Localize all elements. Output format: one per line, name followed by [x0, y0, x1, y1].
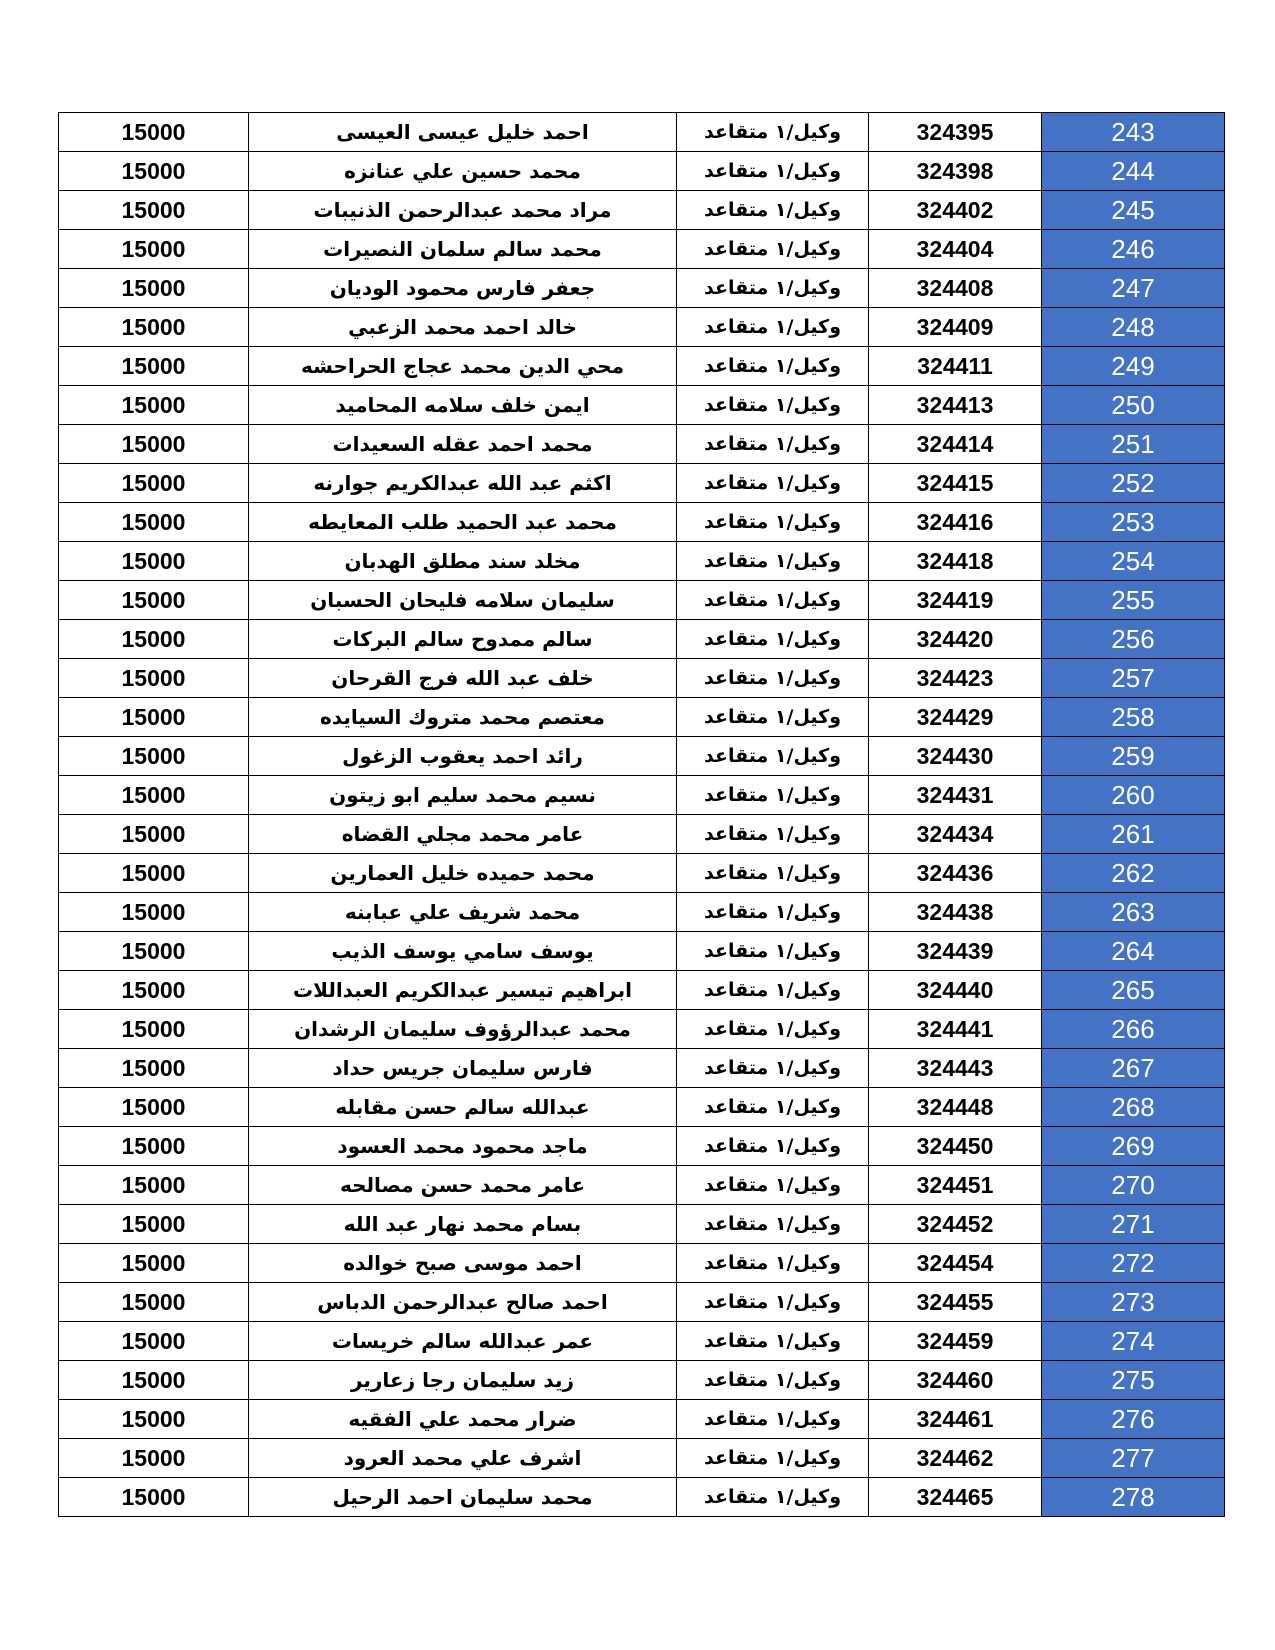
table-row [59, 620, 1225, 659]
name-cell: فارس سليمان جريس حداد [249, 1049, 677, 1088]
table-row [59, 542, 1225, 581]
rank-cell: وكيل/١ متقاعد [677, 659, 869, 698]
name-cell: محمد سليمان احمد الرحيل [249, 1478, 677, 1517]
amount-cell: 15000 [59, 1127, 249, 1166]
name-cell: محمد سالم سلمان النصيرات [249, 230, 677, 269]
id-number-cell: 324430 [869, 737, 1042, 776]
id-number-cell: 324395 [869, 113, 1042, 152]
id-number-cell: 324454 [869, 1244, 1042, 1283]
rank-cell: وكيل/١ متقاعد [677, 1088, 869, 1127]
rank-cell: وكيل/١ متقاعد [677, 347, 869, 386]
id-number-cell: 324416 [869, 503, 1042, 542]
sequence-number-cell: 260 [1042, 776, 1225, 815]
rank-cell: وكيل/١ متقاعد [677, 542, 869, 581]
table-row [59, 737, 1225, 776]
table-row [59, 659, 1225, 698]
sequence-number-cell: 251 [1042, 425, 1225, 464]
id-number-cell: 324450 [869, 1127, 1042, 1166]
rank-cell: وكيل/١ متقاعد [677, 269, 869, 308]
id-number-cell: 324420 [869, 620, 1042, 659]
amount-cell: 15000 [59, 659, 249, 698]
name-cell: زيد سليمان رجا زعارير [249, 1361, 677, 1400]
name-cell: نسيم محمد سليم ابو زيتون [249, 776, 677, 815]
amount-cell: 15000 [59, 503, 249, 542]
id-number-cell: 324440 [869, 971, 1042, 1010]
rank-cell: وكيل/١ متقاعد [677, 776, 869, 815]
rank-cell: وكيل/١ متقاعد [677, 1439, 869, 1478]
name-cell: يوسف سامي يوسف الذيب [249, 932, 677, 971]
table-row [59, 1088, 1225, 1127]
sequence-number-cell: 265 [1042, 971, 1225, 1010]
amount-cell: 15000 [59, 620, 249, 659]
rank-cell: وكيل/١ متقاعد [677, 1361, 869, 1400]
name-cell: احمد موسى صبح خوالده [249, 1244, 677, 1283]
table-row [59, 308, 1225, 347]
name-cell: خالد احمد محمد الزعبي [249, 308, 677, 347]
table-row [59, 347, 1225, 386]
rank-cell: وكيل/١ متقاعد [677, 230, 869, 269]
name-cell: عامر محمد مجلي القضاه [249, 815, 677, 854]
sequence-number-cell: 246 [1042, 230, 1225, 269]
name-cell: محمد حميده خليل العمارين [249, 854, 677, 893]
name-cell: محمد عبدالرؤوف سليمان الرشدان [249, 1010, 677, 1049]
sequence-number-cell: 255 [1042, 581, 1225, 620]
sequence-number-cell: 274 [1042, 1322, 1225, 1361]
sequence-number-cell: 263 [1042, 893, 1225, 932]
id-number-cell: 324436 [869, 854, 1042, 893]
table-row [59, 776, 1225, 815]
sequence-number-cell: 248 [1042, 308, 1225, 347]
sequence-number-cell: 262 [1042, 854, 1225, 893]
name-cell: ماجد محمود محمد العسود [249, 1127, 677, 1166]
name-cell: محمد احمد عقله السعيدات [249, 425, 677, 464]
name-cell: سليمان سلامه فليحان الحسبان [249, 581, 677, 620]
name-cell: محمد حسين علي عنانزه [249, 152, 677, 191]
amount-cell: 15000 [59, 1205, 249, 1244]
id-number-cell: 324451 [869, 1166, 1042, 1205]
table-row [59, 1439, 1225, 1478]
id-number-cell: 324460 [869, 1361, 1042, 1400]
amount-cell: 15000 [59, 464, 249, 503]
amount-cell: 15000 [59, 971, 249, 1010]
amount-cell: 15000 [59, 737, 249, 776]
roster-body [59, 113, 1225, 1517]
sequence-number-cell: 256 [1042, 620, 1225, 659]
table-row [59, 386, 1225, 425]
rank-cell: وكيل/١ متقاعد [677, 854, 869, 893]
amount-cell: 15000 [59, 425, 249, 464]
rank-cell: وكيل/١ متقاعد [677, 1166, 869, 1205]
sequence-number-cell: 270 [1042, 1166, 1225, 1205]
table-row [59, 581, 1225, 620]
id-number-cell: 324431 [869, 776, 1042, 815]
name-cell: خلف عبد الله فرج القرحان [249, 659, 677, 698]
id-number-cell: 324434 [869, 815, 1042, 854]
amount-cell: 15000 [59, 893, 249, 932]
id-number-cell: 324419 [869, 581, 1042, 620]
name-cell: محمد عبد الحميد طلب المعايطه [249, 503, 677, 542]
rank-cell: وكيل/١ متقاعد [677, 893, 869, 932]
table-row [59, 152, 1225, 191]
table-row [59, 503, 1225, 542]
amount-cell: 15000 [59, 1244, 249, 1283]
table-row [59, 971, 1225, 1010]
amount-cell: 15000 [59, 815, 249, 854]
sequence-number-cell: 259 [1042, 737, 1225, 776]
amount-cell: 15000 [59, 1361, 249, 1400]
id-number-cell: 324441 [869, 1010, 1042, 1049]
amount-cell: 15000 [59, 269, 249, 308]
rank-cell: وكيل/١ متقاعد [677, 1322, 869, 1361]
name-cell: عامر محمد حسن مصالحه [249, 1166, 677, 1205]
amount-cell: 15000 [59, 1400, 249, 1439]
table-row [59, 1400, 1225, 1439]
table-row [59, 191, 1225, 230]
table-row [59, 1322, 1225, 1361]
rank-cell: وكيل/١ متقاعد [677, 581, 869, 620]
name-cell: بسام محمد نهار عبد الله [249, 1205, 677, 1244]
amount-cell: 15000 [59, 1322, 249, 1361]
rank-cell: وكيل/١ متقاعد [677, 464, 869, 503]
name-cell: محي الدين محمد عجاج الحراحشه [249, 347, 677, 386]
id-number-cell: 324402 [869, 191, 1042, 230]
table-row [59, 1049, 1225, 1088]
sequence-number-cell: 268 [1042, 1088, 1225, 1127]
id-number-cell: 324408 [869, 269, 1042, 308]
table-row [59, 1010, 1225, 1049]
table-row [59, 230, 1225, 269]
rank-cell: وكيل/١ متقاعد [677, 425, 869, 464]
table-row [59, 113, 1225, 152]
name-cell: معتصم محمد متروك السيايده [249, 698, 677, 737]
roster-table [58, 112, 1225, 1517]
rank-cell: وكيل/١ متقاعد [677, 308, 869, 347]
amount-cell: 15000 [59, 542, 249, 581]
amount-cell: 15000 [59, 191, 249, 230]
id-number-cell: 324461 [869, 1400, 1042, 1439]
rank-cell: وكيل/١ متقاعد [677, 113, 869, 152]
rank-cell: وكيل/١ متقاعد [677, 1478, 869, 1517]
sequence-number-cell: 269 [1042, 1127, 1225, 1166]
id-number-cell: 324411 [869, 347, 1042, 386]
amount-cell: 15000 [59, 152, 249, 191]
name-cell: ضرار محمد علي الفقيه [249, 1400, 677, 1439]
name-cell: ابراهيم تيسير عبدالكريم العبداللات [249, 971, 677, 1010]
rank-cell: وكيل/١ متقاعد [677, 1400, 869, 1439]
table-row [59, 1127, 1225, 1166]
rank-cell: وكيل/١ متقاعد [677, 620, 869, 659]
id-number-cell: 324443 [869, 1049, 1042, 1088]
amount-cell: 15000 [59, 1010, 249, 1049]
id-number-cell: 324415 [869, 464, 1042, 503]
table-row [59, 1361, 1225, 1400]
rank-cell: وكيل/١ متقاعد [677, 1010, 869, 1049]
id-number-cell: 324465 [869, 1478, 1042, 1517]
name-cell: احمد خليل عيسى العيسى [249, 113, 677, 152]
sequence-number-cell: 252 [1042, 464, 1225, 503]
amount-cell: 15000 [59, 1283, 249, 1322]
amount-cell: 15000 [59, 1166, 249, 1205]
name-cell: محمد شريف علي عبابنه [249, 893, 677, 932]
rank-cell: وكيل/١ متقاعد [677, 971, 869, 1010]
table-row [59, 1205, 1225, 1244]
table-row [59, 698, 1225, 737]
amount-cell: 15000 [59, 776, 249, 815]
sequence-number-cell: 275 [1042, 1361, 1225, 1400]
sequence-number-cell: 243 [1042, 113, 1225, 152]
table-row [59, 464, 1225, 503]
id-number-cell: 324459 [869, 1322, 1042, 1361]
id-number-cell: 324455 [869, 1283, 1042, 1322]
id-number-cell: 324429 [869, 698, 1042, 737]
sequence-number-cell: 253 [1042, 503, 1225, 542]
name-cell: اكثم عبد الله عبدالكريم جوارنه [249, 464, 677, 503]
name-cell: مراد محمد عبدالرحمن الذنيبات [249, 191, 677, 230]
rank-cell: وكيل/١ متقاعد [677, 503, 869, 542]
id-number-cell: 324409 [869, 308, 1042, 347]
amount-cell: 15000 [59, 347, 249, 386]
sequence-number-cell: 277 [1042, 1439, 1225, 1478]
table-row [59, 1478, 1225, 1517]
amount-cell: 15000 [59, 932, 249, 971]
sequence-number-cell: 271 [1042, 1205, 1225, 1244]
rank-cell: وكيل/١ متقاعد [677, 1283, 869, 1322]
amount-cell: 15000 [59, 698, 249, 737]
sequence-number-cell: 267 [1042, 1049, 1225, 1088]
table-row [59, 815, 1225, 854]
rank-cell: وكيل/١ متقاعد [677, 815, 869, 854]
rank-cell: وكيل/١ متقاعد [677, 152, 869, 191]
name-cell: جعفر فارس محمود الوديان [249, 269, 677, 308]
id-number-cell: 324462 [869, 1439, 1042, 1478]
name-cell: ايمن خلف سلامه المحاميد [249, 386, 677, 425]
sequence-number-cell: 258 [1042, 698, 1225, 737]
table-row [59, 425, 1225, 464]
amount-cell: 15000 [59, 113, 249, 152]
table-row [59, 932, 1225, 971]
sequence-number-cell: 278 [1042, 1478, 1225, 1517]
table-row [59, 1283, 1225, 1322]
sequence-number-cell: 266 [1042, 1010, 1225, 1049]
sequence-number-cell: 249 [1042, 347, 1225, 386]
table-row [59, 1166, 1225, 1205]
rank-cell: وكيل/١ متقاعد [677, 737, 869, 776]
amount-cell: 15000 [59, 854, 249, 893]
rank-cell: وكيل/١ متقاعد [677, 1127, 869, 1166]
id-number-cell: 324418 [869, 542, 1042, 581]
id-number-cell: 324414 [869, 425, 1042, 464]
sequence-number-cell: 245 [1042, 191, 1225, 230]
id-number-cell: 324413 [869, 386, 1042, 425]
rank-cell: وكيل/١ متقاعد [677, 932, 869, 971]
rank-cell: وكيل/١ متقاعد [677, 386, 869, 425]
amount-cell: 15000 [59, 1478, 249, 1517]
amount-cell: 15000 [59, 581, 249, 620]
sequence-number-cell: 244 [1042, 152, 1225, 191]
sequence-number-cell: 254 [1042, 542, 1225, 581]
id-number-cell: 324438 [869, 893, 1042, 932]
name-cell: رائد احمد يعقوب الزغول [249, 737, 677, 776]
sequence-number-cell: 273 [1042, 1283, 1225, 1322]
amount-cell: 15000 [59, 1088, 249, 1127]
table-row [59, 893, 1225, 932]
sequence-number-cell: 264 [1042, 932, 1225, 971]
table-row [59, 269, 1225, 308]
amount-cell: 15000 [59, 230, 249, 269]
id-number-cell: 324439 [869, 932, 1042, 971]
sequence-number-cell: 261 [1042, 815, 1225, 854]
name-cell: عبدالله سالم حسن مقابله [249, 1088, 677, 1127]
id-number-cell: 324398 [869, 152, 1042, 191]
rank-cell: وكيل/١ متقاعد [677, 698, 869, 737]
id-number-cell: 324448 [869, 1088, 1042, 1127]
amount-cell: 15000 [59, 1439, 249, 1478]
sequence-number-cell: 276 [1042, 1400, 1225, 1439]
amount-cell: 15000 [59, 308, 249, 347]
sequence-number-cell: 250 [1042, 386, 1225, 425]
table-row [59, 854, 1225, 893]
amount-cell: 15000 [59, 386, 249, 425]
rank-cell: وكيل/١ متقاعد [677, 191, 869, 230]
id-number-cell: 324452 [869, 1205, 1042, 1244]
rank-cell: وكيل/١ متقاعد [677, 1244, 869, 1283]
rank-cell: وكيل/١ متقاعد [677, 1049, 869, 1088]
amount-cell: 15000 [59, 1049, 249, 1088]
name-cell: عمر عبدالله سالم خريسات [249, 1322, 677, 1361]
table-row [59, 1244, 1225, 1283]
sequence-number-cell: 272 [1042, 1244, 1225, 1283]
name-cell: اشرف علي محمد العرود [249, 1439, 677, 1478]
sequence-number-cell: 247 [1042, 269, 1225, 308]
name-cell: سالم ممدوح سالم البركات [249, 620, 677, 659]
id-number-cell: 324423 [869, 659, 1042, 698]
rank-cell: وكيل/١ متقاعد [677, 1205, 869, 1244]
sequence-number-cell: 257 [1042, 659, 1225, 698]
name-cell: مخلد سند مطلق الهدبان [249, 542, 677, 581]
id-number-cell: 324404 [869, 230, 1042, 269]
name-cell: احمد صالح عبدالرحمن الدباس [249, 1283, 677, 1322]
